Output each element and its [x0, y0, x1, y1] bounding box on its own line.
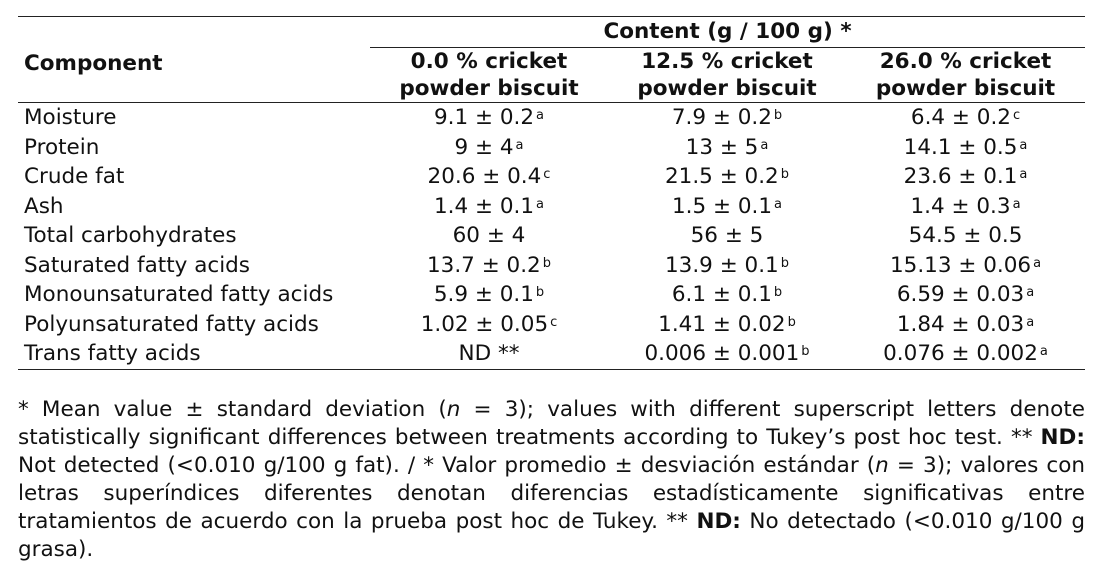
- cell-value: 13.9 ± 0.1: [664, 252, 779, 278]
- value-cell: [846, 133, 1085, 163]
- footnote-n-symbol-es: n: [875, 453, 889, 478]
- cell-value: 21.5 ± 0.2: [664, 164, 779, 189]
- value-cell: [370, 280, 608, 310]
- row-label: Crude fat: [24, 164, 125, 189]
- significance-letter: a: [1033, 255, 1042, 271]
- value-cell: [608, 103, 846, 133]
- significance-letter: a: [536, 196, 545, 212]
- component-header: Component: [18, 17, 370, 103]
- value-cell: [608, 251, 846, 281]
- significance-letter: a: [1026, 314, 1035, 330]
- cell-value: 0.076 ± 0.002: [883, 341, 1038, 366]
- cell-value: 9 ± 4: [454, 134, 514, 160]
- column-header-2-line1: 26.0 % cricket: [879, 49, 1052, 74]
- significance-letter: a: [1026, 285, 1035, 300]
- cell-value: 13.7 ± 0.2: [426, 252, 541, 278]
- significance-letter: b: [801, 344, 810, 359]
- table-row: [18, 339, 1085, 369]
- cell-value: 54.5 ± 0.5: [908, 223, 1023, 248]
- value-cell: [370, 103, 608, 133]
- cell-value: 1.02 ± 0.05: [420, 311, 549, 337]
- table-row: [18, 103, 1085, 133]
- cell-value: 56 ± 5: [690, 223, 764, 248]
- value-cell: [608, 192, 846, 222]
- footnote-nd-label-es: ND:: [696, 509, 741, 534]
- row-label: Ash: [24, 193, 64, 219]
- value-cell: [846, 310, 1085, 340]
- cell-value: 1.5 ± 0.1: [671, 193, 773, 219]
- significance-letter: a: [774, 196, 783, 212]
- significance-letter: b: [780, 255, 789, 271]
- significance-letter: b: [542, 255, 551, 271]
- value-cell: [370, 192, 608, 222]
- significance-letter: a: [1019, 167, 1028, 182]
- column-header-2: [846, 48, 1085, 103]
- table-row: [18, 162, 1085, 192]
- row-label: Protein: [24, 134, 100, 160]
- column-header-1-line2: powder biscuit: [637, 76, 817, 101]
- significance-letter: c: [550, 314, 558, 330]
- value-cell: [370, 310, 608, 340]
- footnote-part-3: Not detected (<0.010 g/100 g fat). / * Valor promedio ± desviación estándar (: [18, 453, 876, 478]
- significance-letter: a: [1019, 137, 1028, 153]
- composition-table: [18, 16, 1085, 370]
- row-label: Monounsaturated fatty acids: [24, 282, 334, 307]
- value-cell: [370, 251, 608, 281]
- table-row: [18, 221, 1085, 251]
- significance-letter: a: [515, 137, 524, 153]
- column-header-0-line2: powder biscuit: [399, 76, 579, 101]
- significance-letter: a: [760, 137, 769, 153]
- column-header-1: [608, 48, 846, 103]
- table-row: [18, 280, 1085, 310]
- cell-value: 15.13 ± 0.06: [889, 252, 1032, 278]
- column-header-1-line1: 12.5 % cricket: [641, 49, 813, 74]
- column-header-0-line1: 0.0 % cricket: [410, 49, 568, 74]
- cell-value: 23.6 ± 0.1: [903, 164, 1018, 189]
- significance-letter: c: [543, 167, 551, 182]
- table-footnote: [18, 396, 1085, 564]
- footnote-part-1: * Mean value ± standard deviation (: [18, 397, 447, 422]
- footnote-nd-label: ND:: [1040, 425, 1085, 450]
- cell-value: 13 ± 5: [685, 134, 759, 160]
- significance-letter: b: [773, 108, 783, 123]
- cell-value: 0.006 ± 0.001: [644, 341, 800, 366]
- value-cell: [846, 339, 1085, 369]
- cell-value: 1.84 ± 0.03: [896, 311, 1025, 337]
- value-cell: [846, 221, 1085, 251]
- cell-value: 9.1 ± 0.2: [433, 105, 535, 130]
- content-group-header: Content (g / 100 g) *: [370, 17, 1085, 48]
- table-row: [18, 310, 1085, 340]
- column-header-0: [370, 48, 608, 103]
- table-header-row-group: [18, 17, 1085, 48]
- footnote-n-symbol: n: [446, 397, 461, 422]
- significance-letter: a: [536, 108, 545, 123]
- value-cell: [608, 339, 846, 369]
- significance-letter: b: [773, 285, 783, 300]
- table-row: [18, 192, 1085, 222]
- value-cell: [608, 280, 846, 310]
- cell-value: ND **: [458, 341, 520, 366]
- value-cell: [846, 251, 1085, 281]
- value-cell: [846, 162, 1085, 192]
- significance-letter: b: [780, 167, 789, 182]
- cell-value: 6.4 ± 0.2: [910, 105, 1011, 130]
- table-body: [18, 103, 1085, 370]
- cell-value: 5.9 ± 0.1: [433, 282, 534, 307]
- value-cell: [608, 310, 846, 340]
- row-label: Trans fatty acids: [18, 339, 370, 369]
- row-label: Total carbohydrates: [24, 223, 237, 248]
- cell-value: 6.59 ± 0.03: [896, 282, 1025, 307]
- value-cell: [370, 339, 608, 369]
- value-cell: [846, 280, 1085, 310]
- row-label: Moisture: [24, 105, 117, 130]
- column-header-2-line2: powder biscuit: [875, 76, 1056, 101]
- significance-letter: a: [1039, 344, 1048, 359]
- significance-letter: c: [1012, 108, 1021, 123]
- footnote-part-2: = 3); values with different superscript letters denote statistically significant differences between treatments according to Tukey’s post hoc test. **: [18, 397, 1085, 450]
- cell-value: 20.6 ± 0.4: [427, 164, 542, 189]
- cell-value: 7.9 ± 0.2: [671, 105, 772, 130]
- table-row: [18, 251, 1085, 281]
- value-cell: [608, 221, 846, 251]
- row-label: Saturated fatty acids: [24, 252, 251, 278]
- table-row: [18, 133, 1085, 163]
- value-cell: [608, 162, 846, 192]
- cell-value: 1.4 ± 0.3: [910, 193, 1011, 219]
- value-cell: [370, 133, 608, 163]
- value-cell: [370, 162, 608, 192]
- value-cell: [608, 133, 846, 163]
- significance-letter: a: [1012, 196, 1021, 212]
- value-cell: [846, 192, 1085, 222]
- value-cell: [370, 221, 608, 251]
- significance-letter: b: [787, 314, 796, 330]
- cell-value: 6.1 ± 0.1: [671, 282, 772, 307]
- footnote-part-5: No detectado (<0.010 g/100 g grasa).: [18, 509, 1085, 562]
- cell-value: 1.4 ± 0.1: [433, 193, 535, 219]
- cell-value: 14.1 ± 0.5: [903, 134, 1018, 160]
- footnote-part-4: = 3); valores con letras superíndices diferentes denotan diferencias estadísticamente significativas entre tratamientos de acuerdo con la prueba post hoc de Tukey. **: [18, 453, 1085, 534]
- significance-letter: b: [535, 285, 545, 300]
- cell-value: 60 ± 4: [452, 223, 526, 248]
- row-label: Polyunsaturated fatty acids: [24, 311, 319, 337]
- cell-value: 1.41 ± 0.02: [658, 311, 786, 337]
- value-cell: [846, 103, 1085, 133]
